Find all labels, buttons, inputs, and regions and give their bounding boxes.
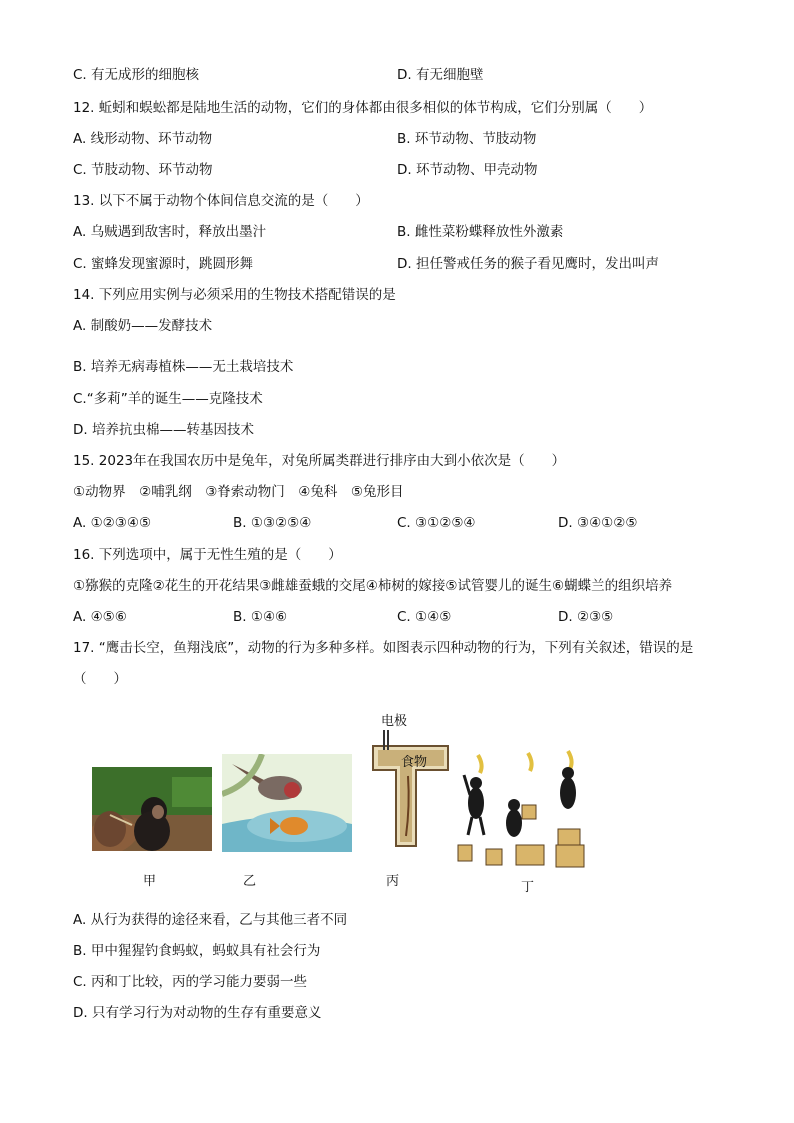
q17-paren: （ ）	[73, 671, 127, 687]
q16-items: ①猕猴的克隆②花生的开花结果③雌雄蚕蛾的交尾④柿树的嫁接⑤试管婴儿的诞生⑥蝴蝶兰的组织培养	[73, 578, 673, 594]
q15-items: ①动物界 ②哺乳纲 ③脊索动物门 ④兔科 ⑤兔形目	[73, 484, 404, 500]
q11-option-d: D. 有无细胞壁	[397, 67, 484, 83]
q12-stem: 12. 蚯蚓和蜈蚣都是陆地生活的动物，它们的身体都由很多相似的体节构成，它们分别属（ ）	[73, 100, 653, 116]
q16-option-c: C. ①④⑤	[397, 609, 452, 625]
q16-option-d: D. ②③⑤	[558, 609, 614, 625]
q13-option-a: A. 乌贼遇到敌害时，释放出墨汁	[73, 224, 267, 240]
t-maze-illustration	[368, 726, 454, 852]
q15-option-a: A. ①②③④⑤	[73, 515, 152, 531]
q14-option-d: D. 培养抗虫棉——转基因技术	[73, 422, 254, 438]
label-food: 食物	[401, 755, 428, 770]
q12-option-d: D. 环节动物、甲壳动物	[397, 162, 538, 178]
q12-option-b: B. 环节动物、节肢动物	[397, 131, 537, 147]
q12-option-c: C. 节肢动物、环节动物	[73, 162, 213, 178]
q14-stem: 14. 下列应用实例与必须采用的生物技术搭配错误的是	[73, 287, 396, 303]
q12-option-a: A. 线形动物、环节动物	[73, 131, 213, 147]
q14-option-c: C.“多莉”羊的诞生——克隆技术	[73, 391, 263, 407]
q11-option-c: C. 有无成形的细胞核	[73, 67, 200, 83]
q13-option-d: D. 担任警戒任务的猴子看见鹰时，发出叫声	[397, 256, 659, 272]
q17-option-a: A. 从行为获得的途径来看，乙与其他三者不同	[73, 912, 348, 928]
q16-option-b: B. ①④⑥	[233, 609, 288, 625]
q14-option-b: B. 培养无病毒植株——无土栽培技术	[73, 359, 294, 375]
q17-option-d: D. 只有学习行为对动物的生存有重要意义	[73, 1005, 322, 1021]
q13-option-c: C. 蜜蜂发现蜜源时，跳圆形舞	[73, 256, 254, 272]
q13-stem: 13. 以下不属于动物个体间信息交流的是（ ）	[73, 193, 369, 209]
q15-stem: 15. 2023年在我国农历中是兔年，对兔所属类群进行排序由大到小依次是（ ）	[73, 453, 566, 469]
label-electrode: 电极	[381, 714, 408, 729]
q14-option-a: A. 制酸奶——发酵技术	[73, 318, 213, 334]
caption-jia: 甲	[143, 874, 157, 889]
q16-stem: 16. 下列选项中，属于无性生殖的是（ ）	[73, 547, 342, 563]
chimpanzee-fishing-illustration	[92, 767, 212, 851]
caption-bing: 丙	[386, 874, 400, 889]
chimpanzee-stacking-boxes-illustration	[456, 745, 590, 872]
q16-option-a: A. ④⑤⑥	[73, 609, 127, 625]
q15-option-c: C. ③①②⑤④	[397, 515, 476, 531]
q15-option-b: B. ①③②⑤④	[233, 515, 312, 531]
q17-option-b: B. 甲中猩猩钓食蚂蚁，蚂蚁具有社会行为	[73, 943, 321, 959]
q13-option-b: B. 雌性菜粉蝶释放性外激素	[397, 224, 564, 240]
caption-yi: 乙	[243, 874, 257, 889]
q17-option-c: C. 丙和丁比较，丙的学习能力要弱一些	[73, 974, 308, 990]
caption-ding: 丁	[521, 880, 535, 895]
bird-feeding-fish-illustration	[222, 754, 352, 852]
q15-option-d: D. ③④①②⑤	[558, 515, 638, 531]
q17-stem: 17. “鹰击长空，鱼翔浅底”，动物的行为多种多样。如图表示四种动物的行为，下列有关叙述，错误的是	[73, 640, 694, 656]
